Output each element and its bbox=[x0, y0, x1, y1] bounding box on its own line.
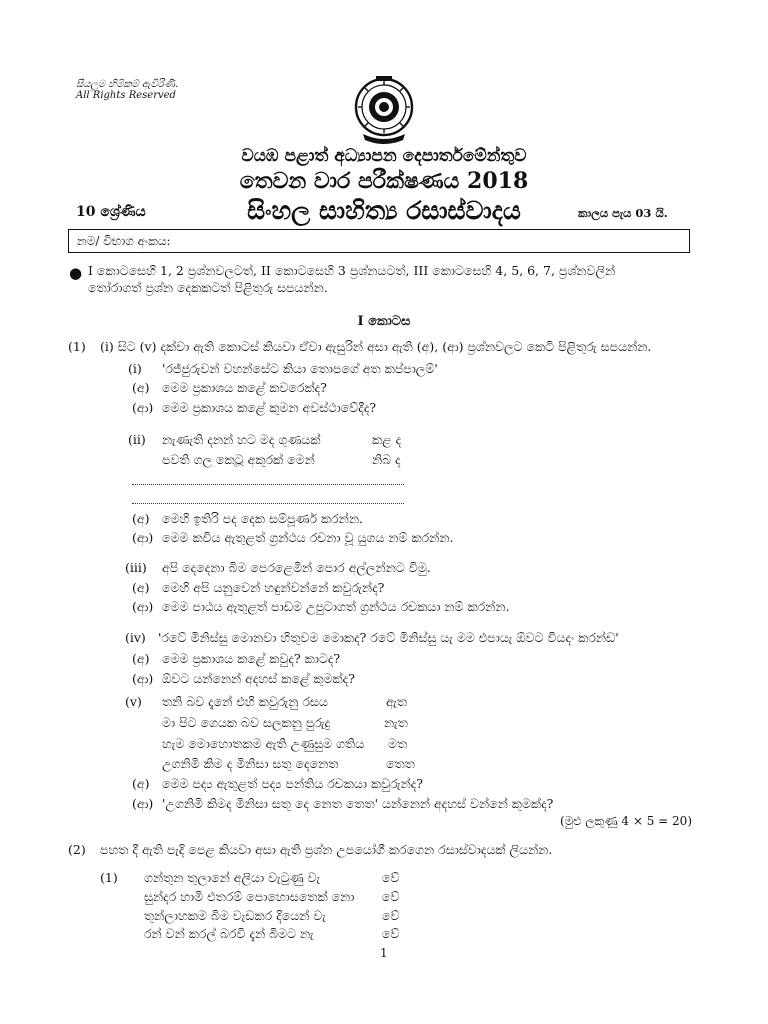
provincial-emblem bbox=[345, 72, 423, 146]
quote-text: අපි දෙදෙනා බිම පෙරළෙමින් පොර අල්ලන්නට විමු. bbox=[162, 560, 431, 575]
exam-title: තෙවන වාර පරීක්ෂණය 2018 bbox=[239, 168, 529, 194]
copyright-english: All Rights Reserved bbox=[76, 90, 176, 101]
sub-label: (අ) bbox=[132, 776, 150, 791]
verse-line-end: කළ ද bbox=[372, 432, 402, 447]
quote-text: 'රජ්ජුරුවන් වහන්සේට කියා තොපගේ අත කප්පාලම්' bbox=[162, 361, 438, 376]
time-label: කාලය පැය 03 යි. bbox=[578, 206, 668, 220]
grade-label: 10 ශ්‍රේණිය bbox=[76, 204, 146, 220]
sub-number: (iv) bbox=[125, 630, 146, 645]
marks-note: (මුළු ලකුණු 4 × 5 = 20) bbox=[559, 814, 692, 828]
verse-line-end: නැත bbox=[384, 715, 408, 730]
verse-line: හැම මොහොතකම ඇති උණුසුම ගතිය bbox=[162, 736, 365, 751]
sub-label: (ආ) bbox=[132, 796, 154, 811]
verse-line: නැණැති දනන් හට මද ගුණයක් bbox=[162, 432, 321, 447]
sub-question: මෙම පාඨය ඇතුළත් පාඩම උපුටාගත් ග්‍රන්ථය රචකයා නම් කරන්න. bbox=[162, 599, 510, 614]
verse-line: රන් වන් කරල් බරවී දැන් බිමට නැ bbox=[144, 926, 314, 941]
sub-question: 'උගනිමි කිමද මිනිසා සතු දෙ නෙත තෙත' යන්නෙන් අදහස් වන්නේ කුමක්ද? bbox=[162, 796, 554, 811]
verse-line-end: ඇත bbox=[386, 694, 408, 709]
name-box[interactable] bbox=[68, 229, 690, 253]
question-text: පහත දී ඇති පැදි පෙළ කියවා අසා ඇති ප්‍රශ්න උපයෝගී කරගෙන රසාස්වාදයක් ලියන්න. bbox=[100, 842, 553, 857]
verse-line: සුන්දර හාමි එතරම් පොහොසතෙක් නො bbox=[144, 889, 355, 904]
sub-label: (අ) bbox=[132, 580, 150, 595]
bullet-icon: ● bbox=[69, 264, 83, 282]
sub-number: (iii) bbox=[125, 560, 147, 575]
sub-question: මෙම ප්‍රකාශය කළේ කවුද? කාටද? bbox=[162, 651, 341, 666]
sub-number: (ii) bbox=[128, 432, 146, 447]
department-title: වයඹ පළාත් අධ්‍යාපන දෙපාර්තමේන්තුව bbox=[241, 146, 527, 166]
verse-line-end: වේ bbox=[382, 926, 400, 941]
verse-line: මා පිට ගෙයක බව සලකනු පුරුදු bbox=[162, 715, 331, 730]
sub-label: (ආ) bbox=[132, 671, 154, 686]
sub-number: (i) bbox=[128, 361, 142, 376]
verse-line: උගනිමි කිම ද මිනිසා සතු දෙනෙත bbox=[162, 756, 339, 771]
question-number: (2) bbox=[68, 842, 86, 857]
question-number: (1) bbox=[68, 339, 86, 354]
verse-line: පවති ගල කෙටූ අකුරක් මෙන් bbox=[162, 452, 315, 467]
sub-label: (ආ) bbox=[132, 400, 154, 415]
name-label: නම/ විභාග අංකය: bbox=[77, 234, 171, 248]
quote-text: 'රටේ මිනිස්සු මොනවා හිතුවම මොකද? රටේ මිනිස්සු යැ මම එපායැ ඕවට වියදං කරන්ඩ' bbox=[158, 630, 619, 645]
answer-line[interactable] bbox=[132, 484, 404, 485]
sub-label: (ආ) bbox=[132, 530, 154, 545]
instruction-line-1: I කොටසෙහි 1, 2 ප්‍රශ්නවලටත්, II කොටසෙහි 3 ප්‍රශ්නයටත්, III කොටසෙහි 4, 5, 6, 7, ප්‍රශ්නවලින් bbox=[88, 263, 616, 278]
verse-line-end: වේ bbox=[382, 870, 400, 885]
subject-title: සිංහල සාහිත්‍ය රසාස්වාදය bbox=[247, 196, 521, 225]
verse-line-end: වේ bbox=[382, 908, 400, 923]
copyright-sinhala: සියලුම හිමිකම් ඇවිරිණි. bbox=[76, 79, 179, 90]
sub-number: (1) bbox=[100, 870, 118, 885]
verse-line-end: මත bbox=[388, 736, 408, 751]
verse-line-end: තෙත bbox=[386, 756, 415, 771]
sub-label: (අ) bbox=[132, 651, 150, 666]
page-number: 1 bbox=[380, 946, 388, 960]
sub-question: මෙහි අපි යනුවෙන් හඳුන්වන්නේ කවුරුන්ද? bbox=[162, 580, 385, 595]
sub-question: මෙහි ඉතිරි පද දෙක සම්පූර්ණ කරන්න. bbox=[162, 511, 363, 526]
sub-question: මෙම ප්‍රකාශය කළේ කවරෙක්ද? bbox=[162, 380, 327, 395]
verse-line: තුන්ලාහකම බිම වැඩකර දියෙන් වැ bbox=[144, 908, 326, 923]
sub-label: (අ) bbox=[132, 511, 150, 526]
verse-line: ගන්තුන තුලානේ අලියා වැටුණු වැ bbox=[144, 870, 321, 885]
sub-label: (අ) bbox=[132, 380, 150, 395]
verse-line: තනි බව දැනේ එහි කවුරුනු රසය bbox=[162, 694, 328, 709]
question-text: (i) සිට (v) දක්වා ඇති කොටස් කියවා ඒවා ඇසුරින් අසා ඇති (අ), (ආ) ප්‍රශ්නවලට කෙටි පිළිතුරු සපයන්න. bbox=[100, 339, 652, 354]
answer-line[interactable] bbox=[132, 503, 404, 504]
instruction-line-2: තෝරාගත් ප්‍රශ්න දෙකකටත් පිළිතුරු සපයන්න. bbox=[88, 280, 328, 295]
sub-question: මෙම කවිය ඇතුළත් ග්‍රන්ථය රචනා වූ යුගය නම් කරන්න. bbox=[162, 530, 454, 545]
sub-question: මෙම පද්‍ය ඇතුළත් පද්‍ය පන්තිය රචකයා කවුරුන්ද? bbox=[162, 776, 423, 791]
sub-question: මෙම ප්‍රකාශය කළේ කුමන අවස්ථාවේදීද? bbox=[162, 400, 377, 415]
sub-number: (v) bbox=[125, 694, 142, 709]
verse-line-end: වේ bbox=[382, 889, 400, 904]
sub-question: ඕවට යන්නෙන් අදහස් කළේ කුමක්ද? bbox=[162, 671, 355, 686]
verse-line-end: නිබ ද bbox=[372, 452, 401, 467]
section-title: I කොටස bbox=[357, 314, 411, 329]
sub-label: (ආ) bbox=[132, 599, 154, 614]
